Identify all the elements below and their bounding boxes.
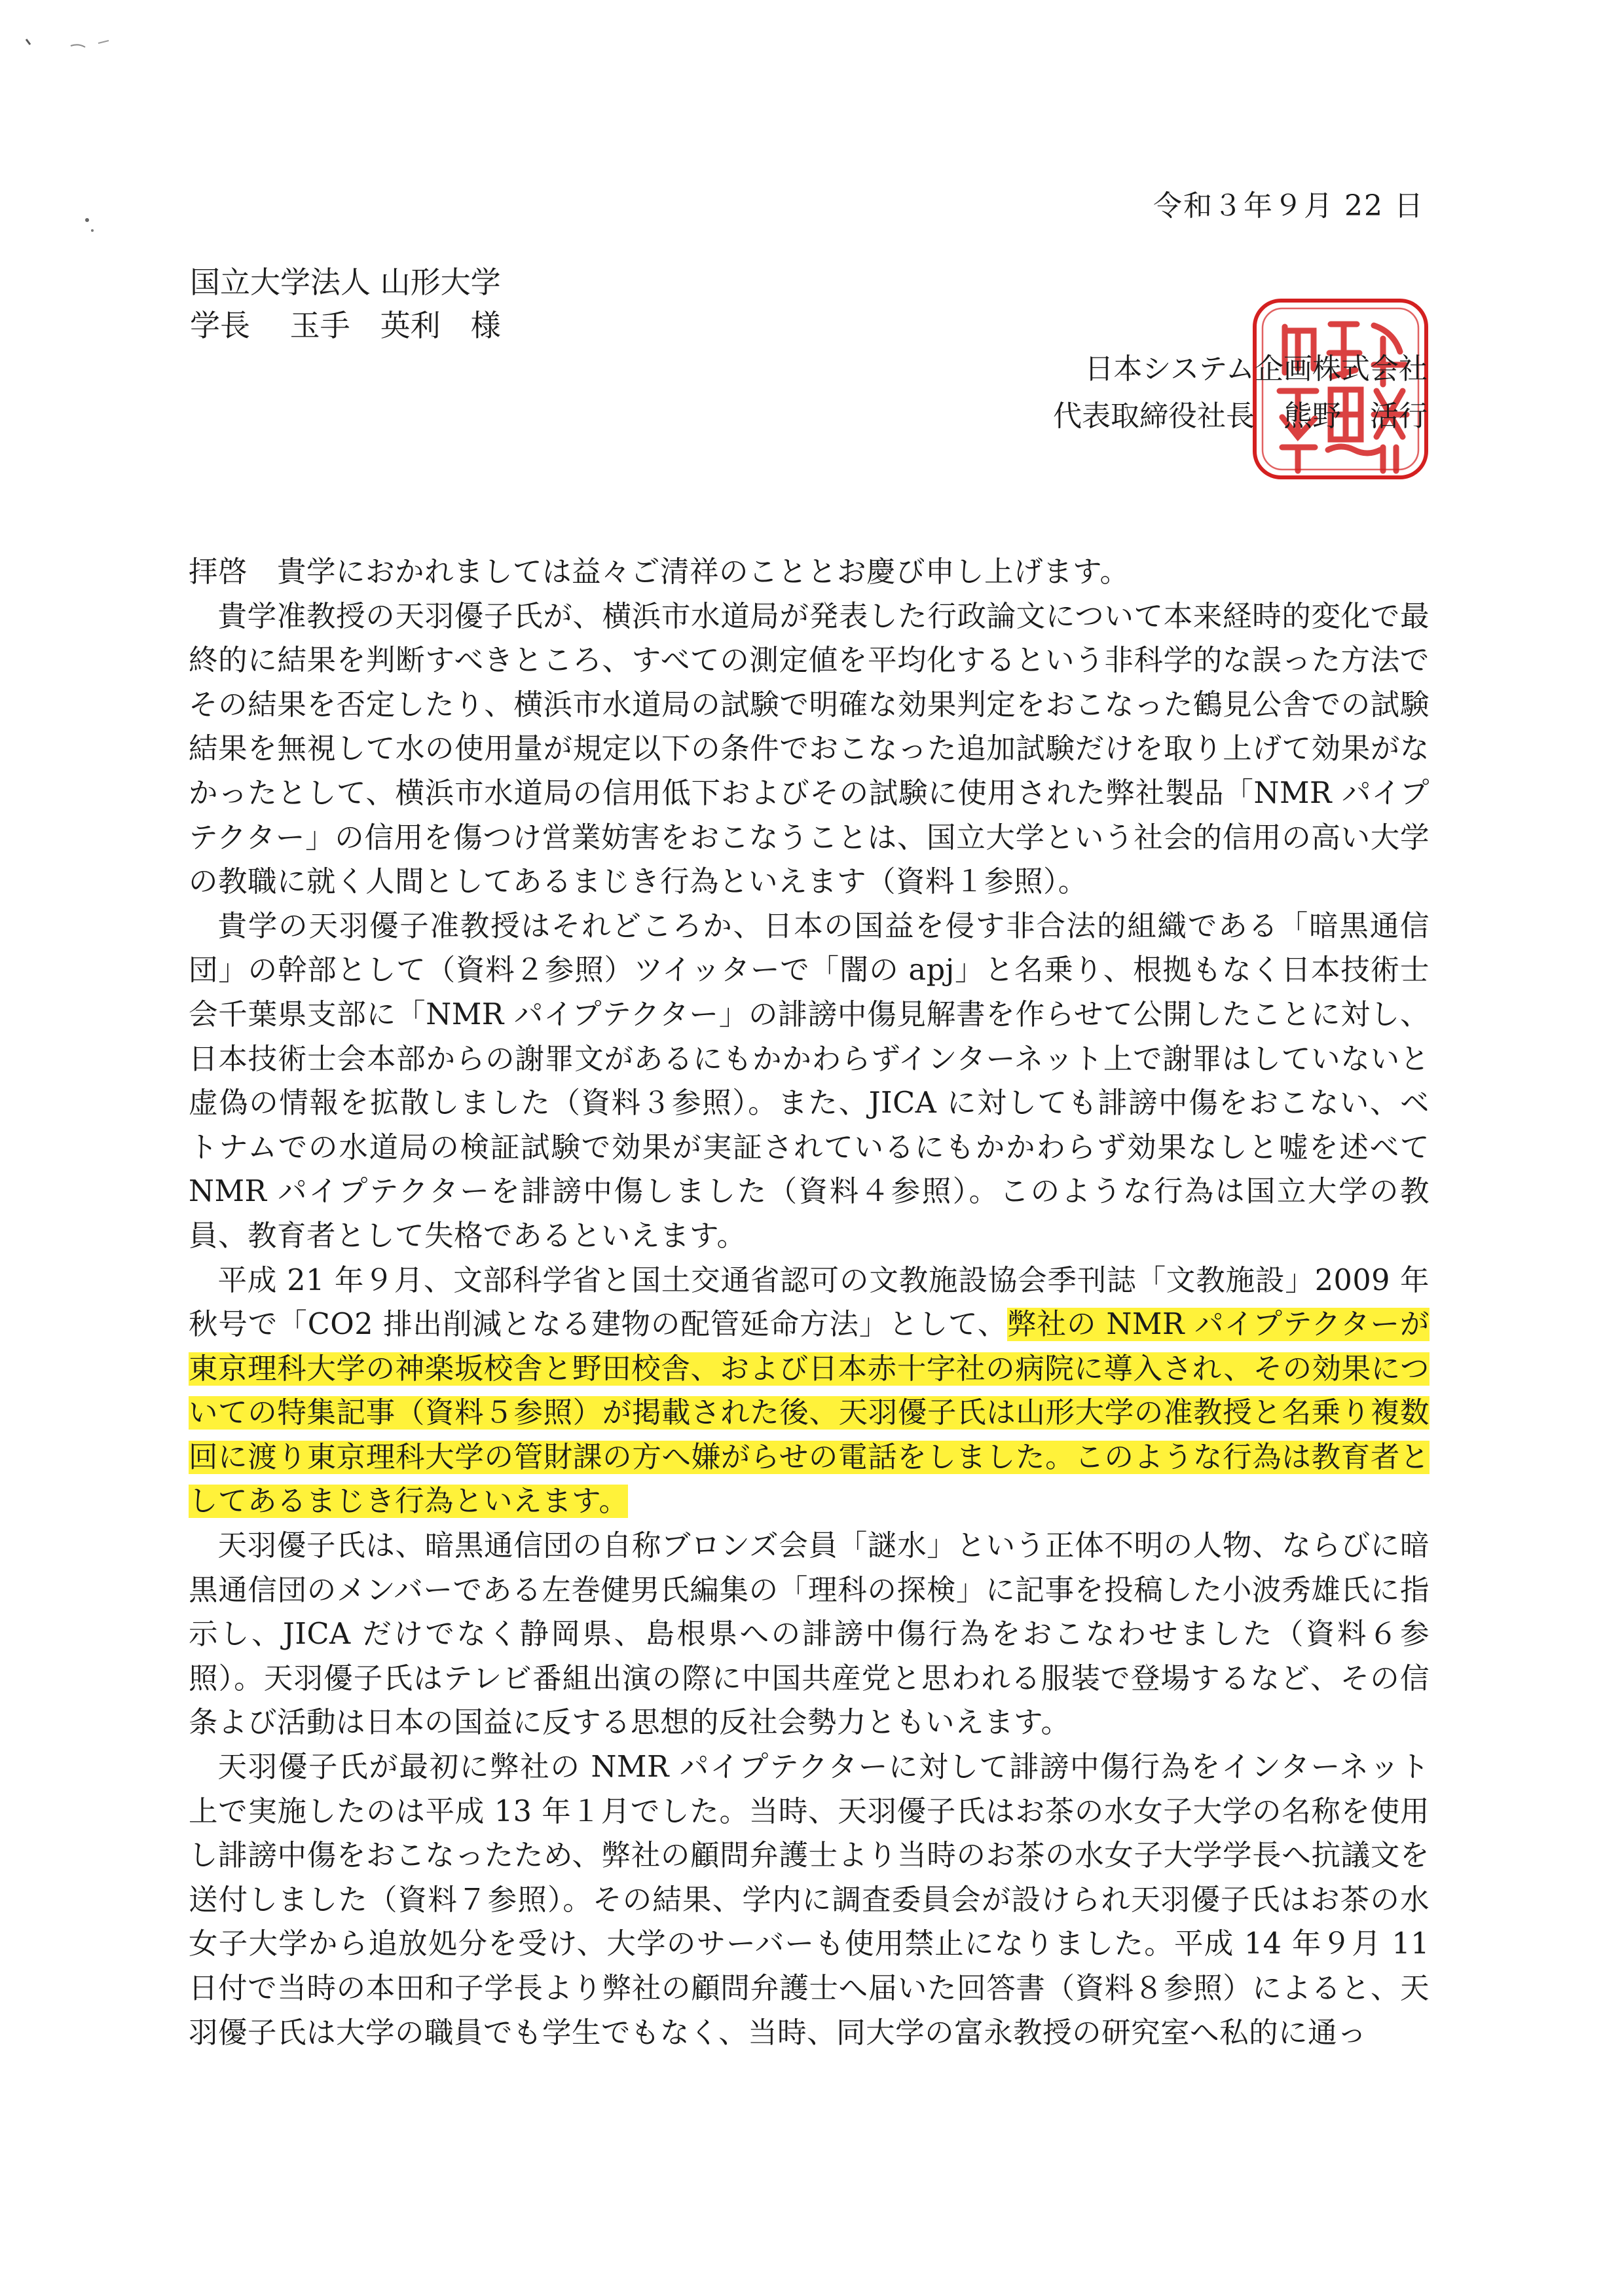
speck-2	[71, 45, 85, 47]
paragraph-bunkyo-text: 平成 21 年９月、文部科学省と国土交通省認可の文教施設協会季刊誌「文教施設」2009 年秋号で「CO2 排出削減となる建物の配管延命方法」として、	[189, 1263, 1430, 1342]
speck-1	[26, 39, 30, 45]
speck-3	[98, 41, 109, 43]
paragraph-yokohama: 貴学准教授の天羽優子氏が、横浜市水道局が発表した行政論文について本来経時的変化で最終的に結果を判断すべきところ、すべての測定値を平均化するという非科学的な誤った方法でその結果を否定したり、横浜市水道局の試験で明確な効果判定をおこなった鶴見公舎での試験結果を無視して水の使用量が規定以下の条件でおこなった追加試験だけを取り上げて効果がなかったとして、横浜市水道局の信用低下およびその試験に使用された弊社製品「NMR パイプテクター」の信用を傷つけ営業妨害をおこなうことは、国立大学という社会的信用の高い大学の教職に就く人間としてあるまじき行為といえます（資料１参照）。	[189, 599, 1430, 899]
paragraph-bunkyo	[189, 1259, 1430, 1525]
highlighted-text: 弊社の NMR パイプテクターが東京理科大学の神楽坂校舎と野田校舎、および日本赤十字社の病院に導入され、その効果についての特集記事（資料５参照）が掲載された後、天羽優子氏は山形大学の准教授と名乗り複数回に渡り東京理科大学の管財課の方へ嫌がらせの電話をしました。このような行為は教育者としてあるまじき行為といえます。	[189, 1308, 1430, 1519]
recipient-organization: 国立大学法人 山形大学	[190, 265, 501, 300]
sender-company: 日本システム企画株式会社	[1084, 352, 1428, 386]
paragraph-nazomizu: 天羽優子氏は、暗黒通信団の自称ブロンズ会員「謎水」という正体不明の人物、ならびに暗黒通信団のメンバーである左巻健男氏編集の「理科の探検」に記事を投稿した小波秀雄氏に指示し、JICA だけでなく静岡県、島根県への誹謗中傷行為をおこなわせました（資料６参照）。天羽優子氏はテレビ番組出演の際に中国共産党と思われる服装で登場するなど、その信条よび活動は日本の国益に反する思想的反社会勢力ともいえます。	[189, 1529, 1430, 1740]
sender-representative: 代表取締役社長 熊野 活行	[1053, 399, 1428, 433]
recipient-block	[190, 261, 501, 347]
speck-5	[91, 229, 94, 232]
sender-block	[1053, 346, 1428, 440]
speck-4	[85, 218, 89, 222]
letter-body	[189, 550, 1430, 2055]
letter-date: 令和３年９月 22 日	[1153, 189, 1424, 223]
recipient-name: 学長 玉手 英利 様	[190, 308, 501, 343]
greeting-paragraph: 拝啓 貴学におかれましては益々ご清祥のこととお慶び申し上げます。	[189, 555, 1130, 589]
paragraph-ochanomizu: 天羽優子氏が最初に弊社の NMR パイプテクターに対して誹謗中傷行為をインターネット上で実施したのは平成 13 年１月でした。当時、天羽優子氏はお茶の水女子大学の名称を使用し誹謗中傷をおこなったため、弊社の顧問弁護士より当時のお茶の水女子大学学長へ抗議文を送付しました（資料７参照）。その結果、学内に調査委員会が設けられ天羽優子氏はお茶の水女子大学から追放処分を受け、大学のサーバーも使用禁止になりました。平成 14 年９月 11 日付で当時の本田和子学長より弊社の顧問弁護士へ届いた回答書（資料８参照）によると、天羽優子氏は大学の職員でも学生でもなく、当時、同大学の富永教授の研究室へ私的に通っ	[189, 1750, 1430, 2050]
paragraph-ankoku: 貴学の天羽優子准教授はそれどころか、日本の国益を侵す非合法的組織である「暗黒通信団」の幹部として（資料２参照）ツイッターで「闇の apj」と名乗り、根拠もなく日本技術士会千葉県支部に「NMR パイプテクター」の誹謗中傷見解書を作らせて公開したことに対し、日本技術士会本部からの謝罪文があるにもかかわらずインターネット上で謝罪はしていないと虚偽の情報を拡散しました（資料３参照）。また、JICA に対しても誹謗中傷をおこない、ベトナムでの水道局の検証試験で効果が実証されているにもかかわらず効果なしと嘘を述べて NMR パイプテクターを誹謗中傷しました（資料４参照）。このような行為は国立大学の教員、教育者として失格であるといえます。	[189, 909, 1430, 1253]
